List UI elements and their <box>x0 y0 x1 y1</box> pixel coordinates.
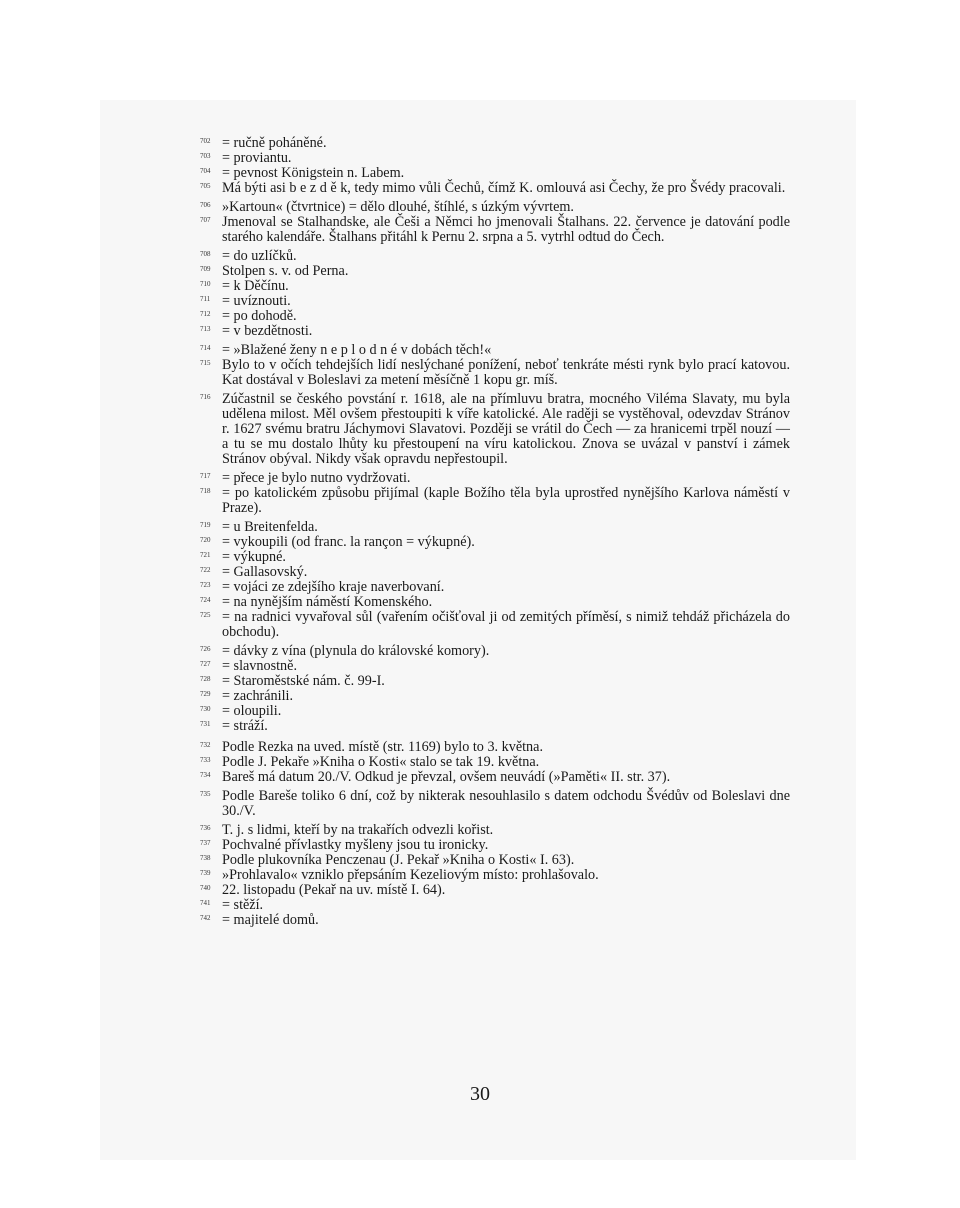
footnote-719 <box>200 520 790 535</box>
footnote-727 <box>200 659 790 674</box>
footnote-number: 729 <box>200 690 211 698</box>
footnote-number: 715 <box>200 359 211 367</box>
footnote-text: = vykoupili (od franc. la rançon = výkupné). <box>222 534 475 550</box>
footnote-text: »Prohlavalo« vzniklo přepsáním Kezeliovým místo: prohlašovalo. <box>222 867 599 883</box>
footnote-text: Bylo to v očích tehdejších lidí neslýchané ponížení, neboť tenkráte mésti rynk bylo prací katovou. Kat dostával v Boleslavi za metení měsíčně 1 kopu gr. míš. <box>222 357 790 388</box>
footnote-number: 703 <box>200 152 211 160</box>
footnote-number: 712 <box>200 310 211 318</box>
footnote-text: Stolpen s. v. od Perna. <box>222 263 349 279</box>
footnote-number: 718 <box>200 487 211 495</box>
footnote-number: 719 <box>200 521 211 529</box>
footnote-736 <box>200 823 790 838</box>
footnote-711 <box>200 294 790 309</box>
footnote-730 <box>200 704 790 719</box>
footnote-722 <box>200 565 790 580</box>
footnote-text: = stráží. <box>222 718 268 734</box>
footnote-number: 721 <box>200 551 211 559</box>
footnote-734 <box>200 770 790 785</box>
footnote-number: 736 <box>200 824 211 832</box>
footnote-739 <box>200 868 790 883</box>
footnote-number: 702 <box>200 137 211 145</box>
footnote-708 <box>200 249 790 264</box>
footnote-text: = vojáci ze zdejšího kraje naverbovaní. <box>222 579 445 595</box>
footnote-715 <box>200 358 790 388</box>
footnote-text: = pevnost Königstein n. Labem. <box>222 165 405 181</box>
footnote-number: 739 <box>200 869 211 877</box>
footnote-718 <box>200 486 790 516</box>
footnote-text: Jmenoval se Stalhandske, ale Češi a Němci ho jmenovali Štalhans. 22. července je datování podle starého kalendáře. Štalhans přitáhl k Pernu 2. srpna a 5. vytrhl odtud do Čech. <box>222 214 790 245</box>
footnote-number: 711 <box>200 295 211 303</box>
footnote-number: 713 <box>200 325 211 333</box>
footnote-text: Bareš má datum 20./V. Odkud je převzal, ovšem neuvádí (»Paměti« II. str. 37). <box>222 769 671 785</box>
footnote-text: Má býti asi b e z d ě k, tedy mimo vůli Čechů, čímž K. omlouvá asi Čechy, že pro Švédy pracovali. <box>222 180 786 196</box>
footnote-726 <box>200 644 790 659</box>
footnote-text: = uvíznouti. <box>222 293 291 309</box>
footnote-number: 710 <box>200 280 211 288</box>
footnote-text: = výkupné. <box>222 549 286 565</box>
footnote-number: 723 <box>200 581 211 589</box>
footnote-number: 728 <box>200 675 211 683</box>
footnote-731 <box>200 719 790 734</box>
footnotes-list <box>200 136 790 928</box>
footnote-text: = »Blažené ženy n e p l o d n é v dobách těch!« <box>222 342 492 358</box>
footnote-number: 706 <box>200 201 211 209</box>
footnote-text: = majitelé domů. <box>222 912 319 928</box>
footnote-text: = ručně poháněné. <box>222 135 327 151</box>
footnote-725 <box>200 610 790 640</box>
footnote-text: Pochvalné přívlastky myšleny jsou tu ironicky. <box>222 837 489 853</box>
footnote-number: 722 <box>200 566 211 574</box>
page-number: 30 <box>470 1083 490 1105</box>
footnote-number: 730 <box>200 705 211 713</box>
footnote-number: 733 <box>200 756 211 764</box>
footnote-728 <box>200 674 790 689</box>
footnote-706 <box>200 200 790 215</box>
footnote-number: 720 <box>200 536 211 544</box>
footnote-text: Zúčastnil se českého povstání r. 1618, ale na přímluvu bratra, mocného Viléma Slavaty, mu byla udělena milost. Měl ovšem přestoupiti k víře katolické. Ale raději se vystěhoval, odevzdav Stránov r. 1627 svému bratru Jáchymovi Slavatovi. Později se vrátil do Čech — za hranicemi trpěl nouzí — a tu se mu dostalo lhůty ku přestoupení na víru katolickou. Znova se uvázal v panství i zámek Stránov obýval. Nikdy však opravdu nepřestoupil. <box>222 391 790 467</box>
footnote-number: 740 <box>200 884 211 892</box>
footnote-text: = v bezdětnosti. <box>222 323 313 339</box>
footnote-text: T. j. s lidmi, kteří by na trakařích odvezli kořist. <box>222 822 494 838</box>
footnote-707 <box>200 215 790 245</box>
footnote-number: 726 <box>200 645 211 653</box>
footnote-number: 714 <box>200 344 211 352</box>
footnote-735 <box>200 789 790 819</box>
footnote-text: = na nynějším náměstí Komenského. <box>222 594 433 610</box>
footnote-text: Podle plukovníka Penczenau (J. Pekař »Kniha o Kosti« I. 63). <box>222 852 575 868</box>
footnote-number: 707 <box>200 216 211 224</box>
footnote-714 <box>200 343 790 358</box>
footnote-number: 732 <box>200 741 211 749</box>
footnote-740 <box>200 883 790 898</box>
footnote-text: = slavnostně. <box>222 658 297 674</box>
footnote-703 <box>200 151 790 166</box>
footnote-742 <box>200 913 790 928</box>
footnote-text: = stěží. <box>222 897 264 913</box>
footnote-number: 738 <box>200 854 211 862</box>
footnote-text: = k Děčínu. <box>222 278 289 294</box>
footnote-720 <box>200 535 790 550</box>
footnote-text: = přece je bylo nutno vydržovati. <box>222 470 411 486</box>
footnote-729 <box>200 689 790 704</box>
footnote-number: 725 <box>200 611 211 619</box>
footnote-number: 709 <box>200 265 211 273</box>
footnote-number: 742 <box>200 914 211 922</box>
footnote-text: = oloupili. <box>222 703 282 719</box>
footnote-text: = po katolickém způsobu přijímal (kaple Božího těla byla uprostřed nynějšího Karlova náměstí v Praze). <box>222 485 790 516</box>
footnote-709 <box>200 264 790 279</box>
footnote-number: 716 <box>200 393 211 401</box>
footnote-text: = u Breitenfelda. <box>222 519 318 535</box>
footnote-text: Podle Bareše toliko 6 dní, což by nikterak nesouhlasilo s datem odchodu Švédův od Boleslavi dne 30./V. <box>222 788 790 819</box>
footnote-713 <box>200 324 790 339</box>
footnote-text: Podle J. Pekaře »Kniha o Kosti« stalo se tak 19. května. <box>222 754 540 770</box>
footnote-text: = zachránili. <box>222 688 294 704</box>
footnote-text: »Kartoun« (čtvrtnice) = dělo dlouhé, štíhlé, s úzkým vývrtem. <box>222 199 574 215</box>
footnote-737 <box>200 838 790 853</box>
footnote-text: Podle Rezka na uved. místě (str. 1169) bylo to 3. května. <box>222 739 543 755</box>
footnote-number: 741 <box>200 899 211 907</box>
footnote-text: = po dohodě. <box>222 308 297 324</box>
footnote-732 <box>200 740 790 755</box>
footnote-text: 22. listopadu (Pekař na uv. místě I. 64). <box>222 882 446 898</box>
footnote-724 <box>200 595 790 610</box>
footnote-text: = proviantu. <box>222 150 292 166</box>
footnote-number: 704 <box>200 167 211 175</box>
footnote-text: = na radnici vyvařoval sůl (vařením očišťoval ji od zemitých příměsí, s nimiž tehdáž přicházela do obchodu). <box>222 609 790 640</box>
footnote-738 <box>200 853 790 868</box>
footnote-text: = Gallasovský. <box>222 564 308 580</box>
footnote-710 <box>200 279 790 294</box>
footnote-number: 705 <box>200 182 211 190</box>
footnote-702 <box>200 136 790 151</box>
footnote-number: 734 <box>200 771 211 779</box>
footnote-705 <box>200 181 790 196</box>
footnote-733 <box>200 755 790 770</box>
footnote-number: 724 <box>200 596 211 604</box>
footnote-number: 708 <box>200 250 211 258</box>
footnote-text: = dávky z vína (plynula do královské komory). <box>222 643 490 659</box>
footnote-number: 727 <box>200 660 211 668</box>
footnote-704 <box>200 166 790 181</box>
footnote-723 <box>200 580 790 595</box>
footnote-number: 731 <box>200 720 211 728</box>
footnote-number: 717 <box>200 472 211 480</box>
footnote-712 <box>200 309 790 324</box>
footnote-741 <box>200 898 790 913</box>
footnote-number: 737 <box>200 839 211 847</box>
footnote-717 <box>200 471 790 486</box>
footnote-716 <box>200 392 790 467</box>
footnote-721 <box>200 550 790 565</box>
footnote-text: = do uzlíčků. <box>222 248 297 264</box>
footnote-text: = Staroměstské nám. č. 99-I. <box>222 673 385 689</box>
footnote-number: 735 <box>200 790 211 798</box>
